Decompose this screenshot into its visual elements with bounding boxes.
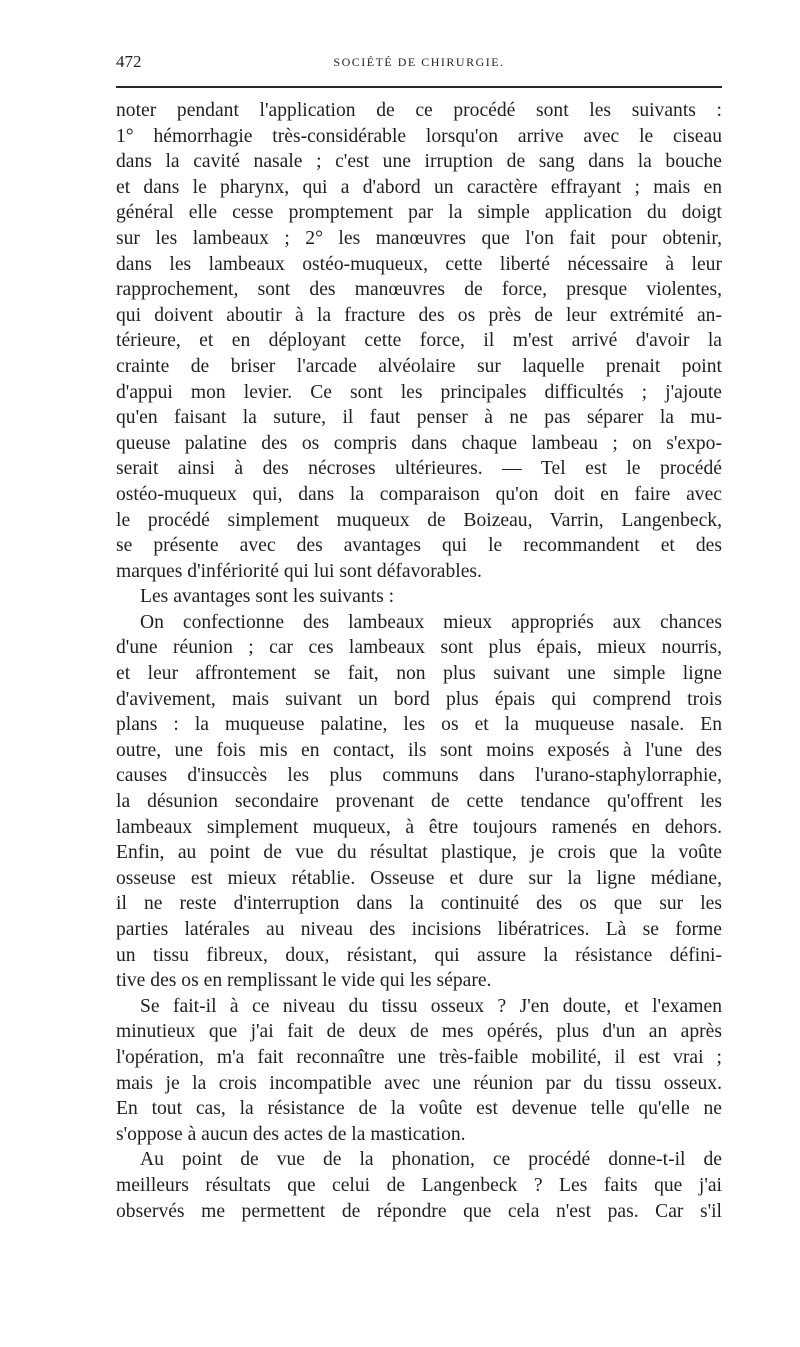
text-line: le procédé simplement muqueux de Boizeau, Varrin, Langenbeck, — [116, 509, 722, 531]
text-line: il ne reste d'interruption dans la continuité des os que sur les — [116, 893, 722, 915]
running-title: SOCIÉTÉ DE CHIRURGIE. — [333, 55, 505, 69]
text-line: outre, une fois mis en contact, ils sont moins exposés à l'une des — [116, 739, 722, 761]
text-line: noter pendant l'application de ce procédé sont les suivants : — [116, 100, 722, 121]
text-line: qui doivent aboutir à la fracture des os près de leur extrémité an- — [116, 304, 722, 326]
text-line: qu'en faisant la suture, il faut penser à ne pas séparer la mu- — [116, 407, 722, 429]
body-text — [116, 98, 722, 1224]
text-line: térieure, et en déployant cette force, il m'est arrivé d'avoir la — [116, 330, 722, 352]
text-line: dans la cavité nasale ; c'est une irruption de sang dans la bouche — [116, 151, 722, 173]
text-line: et dans le pharynx, qui a d'abord un caractère effrayant ; mais en — [116, 176, 722, 198]
text-line: d'une réunion ; car ces lambeaux sont plus épais, mieux nourris, — [116, 637, 722, 659]
text-line: tive des os en remplissant le vide qui les sépare. — [116, 970, 492, 992]
text-line: la désunion secondaire provenant de cette tendance qu'offrent les — [116, 791, 722, 813]
text-line: plans : la muqueuse palatine, les os et la muqueuse nasale. En — [116, 714, 722, 736]
text-line: observés me permettent de répondre que cela n'est pas. Car s'il — [116, 1200, 722, 1222]
text-line: un tissu fibreux, doux, résistant, qui assure la résistance défini- — [116, 944, 722, 966]
text-line: dans les lambeaux ostéo-muqueux, cette liberté nécessaire à leur — [116, 253, 722, 275]
text-line: crainte de briser l'arcade alvéolaire sur laquelle prenait point — [116, 355, 722, 377]
text-line: serait ainsi à des nécroses ultérieures. — Tel est le procédé — [116, 458, 722, 480]
text-line: ostéo-muqueux qui, dans la comparaison qu'on doit en faire avec — [116, 483, 722, 505]
text-line: Se fait-il à ce niveau du tissu osseux ? J'en doute, et l'examen — [140, 995, 722, 1017]
text-line: mais je la crois incompatible avec une réunion par du tissu osseux. — [116, 1072, 722, 1094]
text-line: meilleurs résultats que celui de Langenbeck ? Les faits que j'ai — [116, 1174, 722, 1196]
text-line: parties latérales au niveau des incisions libératrices. Là se forme — [116, 919, 722, 940]
book-page — [116, 52, 722, 1224]
text-line: On confectionne des lambeaux mieux appropriés aux chances — [140, 611, 722, 633]
header-rule — [116, 86, 722, 88]
text-line: minutieux que j'ai fait de deux de mes opérés, plus d'un an après — [116, 1021, 722, 1043]
text-line: marques d'infériorité qui lui sont défavorables. — [116, 560, 482, 582]
text-line: général elle cesse promptement par la simple application du doigt — [116, 202, 722, 224]
text-line: causes d'insuccès les plus communs dans l'urano-staphylorraphie, — [116, 765, 722, 787]
text-line: rapprochement, sont des manœuvres de force, presque violentes, — [116, 279, 722, 301]
text-line: Au point de vue de la phonation, ce procédé donne-t-il de — [140, 1149, 722, 1171]
text-line: d'appui mon levier. Ce sont les principales difficultés ; j'ajoute — [116, 381, 722, 403]
text-line: queuse palatine des os compris dans chaque lambeau ; on s'expo- — [116, 432, 722, 454]
text-line: sur les lambeaux ; 2° les manœuvres que l'on fait pour obtenir, — [116, 227, 722, 249]
text-line: s'oppose à aucun des actes de la mastication. — [116, 1123, 466, 1145]
text-line: d'avivement, mais suivant un bord plus épais qui comprend trois — [116, 688, 722, 710]
text-line: l'opération, m'a fait reconnaître une très-faible mobilité, il est vrai ; — [116, 1046, 722, 1068]
text-line: 1° hémorrhagie très-considérable lorsqu'on arrive avec le ciseau — [116, 125, 722, 147]
text-line: se présente avec des avantages qui le recommandent et des — [116, 535, 722, 557]
text-line: En tout cas, la résistance de la voûte est devenue telle qu'elle ne — [116, 1098, 722, 1120]
text-line: Les avantages sont les suivants : — [140, 586, 395, 608]
text-line: Enfin, au point de vue du résultat plastique, je crois que la voûte — [116, 842, 722, 864]
text-line: osseuse est mieux rétablie. Osseuse et dure sur la ligne médiane, — [116, 867, 722, 889]
page-number: 472 — [116, 52, 142, 71]
text-line: lambeaux simplement muqueux, à être toujours ramenés en dehors. — [116, 816, 722, 838]
text-line: et leur affrontement se fait, non plus suivant une simple ligne — [116, 663, 722, 685]
running-head — [116, 52, 722, 78]
